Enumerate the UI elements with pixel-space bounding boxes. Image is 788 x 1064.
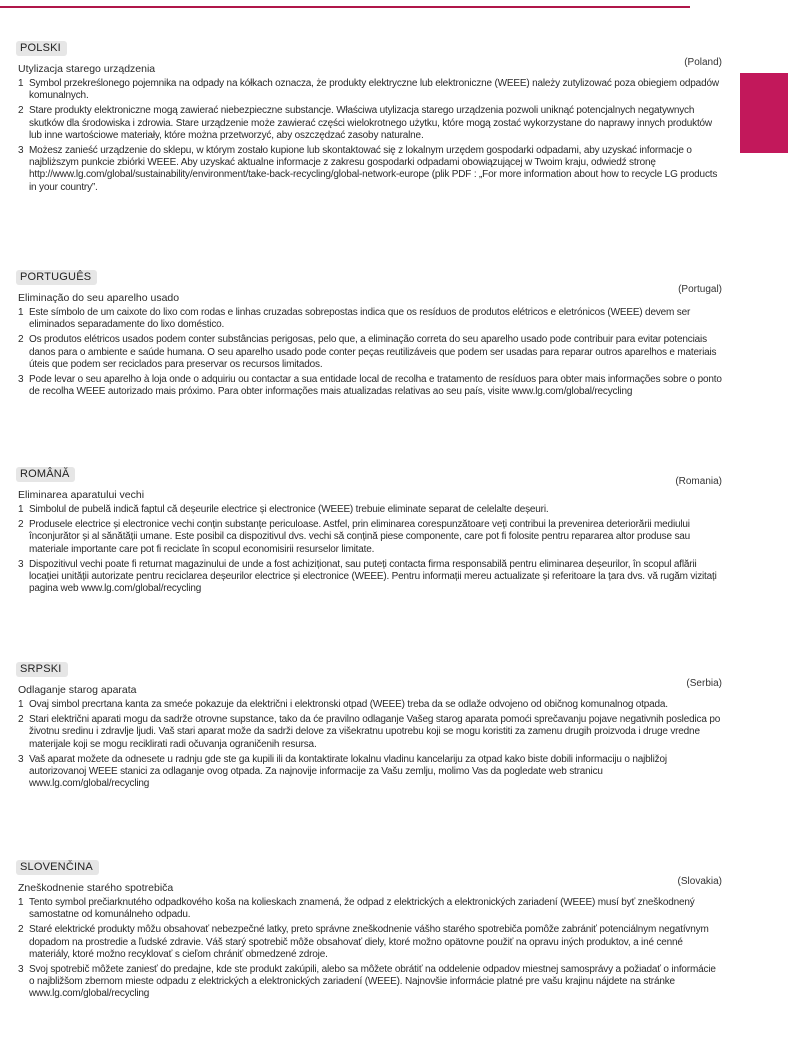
item-text: Symbol przekreślonego pojemnika na odpady na kółkach oznacza, że produkty elektryczne lub elektroniczne (WEEE) należy zutylizować poza obiegiem odpadów komunalnych. xyxy=(29,78,719,102)
item-number: 1 xyxy=(18,897,24,908)
language-label: POLSKI xyxy=(16,41,67,56)
list-item xyxy=(16,145,722,194)
list-item xyxy=(16,334,722,371)
country-label: (Serbia) xyxy=(686,678,722,689)
country-label: (Portugal) xyxy=(678,284,722,295)
section-heading: Eliminarea aparatului vechi xyxy=(18,489,145,501)
section-heading: Eliminação do seu aparelho usado xyxy=(18,292,180,304)
item-number: 3 xyxy=(18,374,24,386)
language-label: SRPSKI xyxy=(16,662,68,677)
item-text: Produsele electrice și electronice vechi conțin substanțe periculoase. Astfel, prin eliminarea corespunzătoare veți contribui la prevenirea deteriorării mediului înconjurător și al sănătății umane. Este posibil ca dispozitivul dvs. vechi să conțină piese componente, care pot fi folosite pentru repararea altor produse sau materiale importante care pot fi reciclate în scopul economisirii resurselor limitate. xyxy=(29,519,691,555)
list-item xyxy=(16,897,722,921)
item-number: 3 xyxy=(18,145,24,157)
item-number: 2 xyxy=(18,519,24,531)
item-number: 2 xyxy=(18,334,24,346)
item-text: Vaš aparat možete da odnesete u radnju gde ste ga kupili ili da kontaktirate lokalnu vladinu kancelariju za otpad kako biste dobili informaciju o najbližoj autorizovanoj WEEE stanici za odlaganje ovog otpada. Za najnovije informacije za Vašu zemlju, molimo Vas da pogledate web stranicu www.lg.com/global/recycling xyxy=(29,753,667,790)
list-item xyxy=(16,754,722,791)
country-label: (Poland) xyxy=(684,57,722,68)
item-text: Staré elektrické produkty môžu obsahovať nebezpečné latky, preto správne zneškodnenie vášho starého spotrebiča pomôže zabrániť potenciálnym negatívnym dopadom na prostredie a ľudské zdravie. Váš starý spotrebič môže obsahovať diely, ktoré možno opätovne použiť na opravu iných produktov, a iné cenné materiály, ktoré možno recyklovať s cieľom chrániť obmedzené zdroje. xyxy=(29,924,709,960)
item-text: Stare produkty elektroniczne mogą zawierać niebezpieczne substancje. Właściwa utylizacja starego urządzenia pozwoli uniknąć potencjalnych negatywnych skutków dla środowiska i zdrowia. Stare urządzenie może zawierać części wielokrotnego użytku, które mogą zostać wykorzystane do naprawy innych produktów lub inne wartościowe materiały, które można przetworzyć, aby oszczędzać zasoby naturalne. xyxy=(29,105,712,141)
list-item xyxy=(16,699,722,711)
section-heading: Odlaganje starog aparata xyxy=(18,684,137,696)
item-text: Os produtos elétricos usados podem conter substâncias perigosas, pelo que, a eliminação correta do seu aparelho usado pode contribuir para evitar potenciais danos para o ambiente e saúde humana. O seu aparelho usado pode conter peças reutilizáveis que podem ser usadas para reparar outros aparelhos e materiais úteis que podem ser reciclados para preservar os recursos limitados. xyxy=(29,334,717,370)
item-number: 2 xyxy=(18,714,24,726)
item-text: Svoj spotrebič môžete zaniesť do predajne, kde ste produkt zakúpili, alebo sa môžete obrátiť na oddelenie odpadov miestnej samosprávy a požiadať o informácie o najbližšom zbernom mieste odpadu z elektrických a elektronických zariadení (WEEE). Najnovšie informácie platné pre vašu krajinu nájdete na stránke www.lg.com/global/recycling xyxy=(29,964,716,1000)
item-text: Dispozitivul vechi poate fi returnat magazinului de unde a fost achiziționat, sau puteți contacta firma responsabilă pentru eliminarea deșeurilor, în scopul aflării locației unității autorizate pentru reciclarea deșeurilor electrice și electronice (WEEE). Pentru informații mereu actualizate și referitoare la țara dvs. vă rugăm vizitați pagina web www.lg.com/global/recycling xyxy=(29,558,717,595)
list-item xyxy=(16,307,722,331)
list-item xyxy=(16,559,722,596)
list-item xyxy=(16,374,722,398)
list-item xyxy=(16,504,722,516)
item-number: 1 xyxy=(18,504,24,515)
list-item xyxy=(16,964,722,1001)
instruction-list xyxy=(16,504,722,595)
section-slovencina xyxy=(16,857,722,1001)
section-heading: Utylizacja starego urządzenia xyxy=(18,63,156,75)
item-number: 2 xyxy=(18,924,24,936)
list-item xyxy=(16,714,722,751)
instruction-list xyxy=(16,699,722,790)
section-portugues xyxy=(16,267,722,398)
language-label: ROMÂNĂ xyxy=(16,467,75,482)
section-srpski xyxy=(16,659,722,790)
item-text: Ovaj simbol precrtana kanta za smeće pokazuje da električni i elektronski otpad (WEEE) treba da se odlaže odvojeno od običnog komunalnog otpada. xyxy=(29,699,668,710)
item-text: Pode levar o seu aparelho à loja onde o adquiriu ou contactar a sua entidade local de recolha e tratamento de resíduos para obter mais informações sobre o ponto de recolha WEEE autorizado mais próximo. Para obter informações mais atualizadas relativas ao seu país, visite www.lg.com/global/recycling xyxy=(29,374,722,398)
item-number: 1 xyxy=(18,307,24,318)
section-romana xyxy=(16,464,722,595)
item-number: 1 xyxy=(18,78,24,89)
list-item xyxy=(16,78,722,102)
item-number: 2 xyxy=(18,105,24,117)
list-item xyxy=(16,105,722,142)
language-label: SLOVENČINA xyxy=(16,860,99,875)
item-number: 3 xyxy=(18,964,24,976)
item-text: Simbolul de pubelă indică faptul că deșeurile electrice și electronice (WEEE) trebuie eliminate separat de celelalte deșeuri. xyxy=(29,504,549,515)
list-item xyxy=(16,519,722,556)
instruction-list xyxy=(16,307,722,398)
item-text: Możesz zanieść urządzenie do sklepu, w którym zostało kupione lub skontaktować się z lokalnym urzędem gospodarki odpadami, aby uzyskać informacje o najbliższym punkcie zbiórki WEEE. Aby uzyskać aktualne informacje z zakresu gospodarki odpadami obowiązującej w Twoim kraju, odwiedź stronę http://www.lg.com/global/sustainability/environment/take-back-recycling/global-network-europe (plik PDF : „For more information about how to recycle LG products in your country”. xyxy=(29,145,718,193)
instruction-list xyxy=(16,78,722,194)
country-label: (Romania) xyxy=(675,476,722,487)
item-number: 3 xyxy=(18,558,24,570)
item-number: 1 xyxy=(18,699,24,710)
side-tab-marker xyxy=(740,73,788,153)
item-number: 3 xyxy=(18,753,24,765)
instruction-list xyxy=(16,897,722,1001)
item-text: Este símbolo de um caixote do lixo com rodas e linhas cruzadas sobrepostas indica que os resíduos de produtos elétricos e eletrónicos (WEEE) devem ser eliminados separadamente do lixo doméstico. xyxy=(29,307,691,331)
section-polski xyxy=(16,38,722,194)
country-label: (Slovakia) xyxy=(677,876,722,887)
item-text: Stari električni aparati mogu da sadrže otrovne supstance, tako da će pravilno odlaganje Vašeg starog aparata pomoći sprečavanju pojave negativnih posledica po životnu sredinu i zdravlje ljudi. Vaš stari aparat može da sadrži delove za višekratnu upotrebu koji se mogu koristiti za zamenu drugih proizvoda i druge vredne materijale koji se mogu reciklirati radi očuvanja ograničenih resursa. xyxy=(29,714,721,750)
item-text: Tento symbol prečiarknutého odpadkového koša na kolieskach znamená, že odpad z elektrických a elektronických zariadení (WEEE) musí byť zneškodnený samostatne od komunálneho odpadu. xyxy=(29,897,695,921)
top-rule xyxy=(0,6,690,8)
section-heading: Zneškodnenie starého spotrebiča xyxy=(18,882,174,894)
language-label: PORTUGUÊS xyxy=(16,270,97,285)
list-item xyxy=(16,924,722,961)
